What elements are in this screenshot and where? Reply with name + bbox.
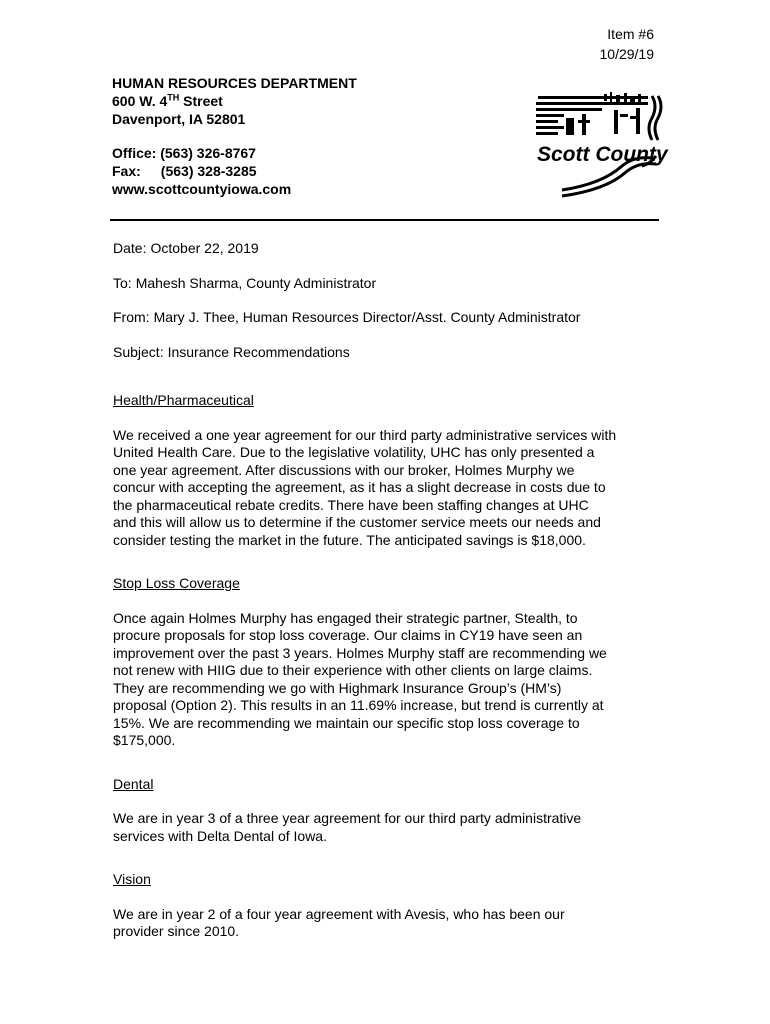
paragraph-line: United Health Care. Due to the legislative volatility, UHC has only presented a xyxy=(113,444,595,460)
header-divider xyxy=(110,219,659,221)
fax-number: (563) 328-3285 xyxy=(160,163,257,179)
memo-subject xyxy=(113,344,663,362)
memo-from xyxy=(113,309,663,327)
paragraph-line: procure proposals for stop loss coverage. Our claims in CY19 have seen an xyxy=(113,627,583,643)
memo-date xyxy=(113,240,663,258)
paragraph-line: one year agreement. After discussions with our broker, Holmes Murphy we xyxy=(113,461,575,478)
subject-value: Insurance Recommendations xyxy=(167,343,350,360)
section-paragraph xyxy=(113,610,663,750)
department-name: HUMAN RESOURCES DEPARTMENT xyxy=(112,75,357,91)
paragraph-line: We are in year 2 of a four year agreement with Avesis, who has been our xyxy=(113,905,565,922)
section-heading: Dental xyxy=(113,775,154,792)
paragraph-line: Once again Holmes Murphy has engaged their strategic partner, Stealth, to xyxy=(113,609,578,626)
paragraph-line: proposal (Option 2). This results in an 11.69% increase, but trend is currently at xyxy=(113,697,604,713)
paragraph-line: They are recommending we go with Highmark Insurance Group’s (HM’s) xyxy=(113,679,562,696)
website: www.scottcountyiowa.com xyxy=(112,181,292,197)
subject-label: Subject: xyxy=(113,343,164,360)
to-value: Mahesh Sharma, County Administrator xyxy=(135,274,377,291)
paragraph-line: concur with accepting the agreement, as it has a slight decrease in costs due to xyxy=(113,479,606,495)
office-phone: Office: (563) 326-8767 xyxy=(112,145,256,161)
section-heading: Health/Pharmaceutical xyxy=(113,392,254,408)
paragraph-line: services with Delta Dental of Iowa. xyxy=(113,827,327,844)
paragraph-line: provider since 2010. xyxy=(113,923,240,939)
paragraph-line: improvement over the past 3 years. Holmes Murphy staff are recommending we xyxy=(113,644,607,661)
section-heading: Vision xyxy=(113,871,151,887)
item-number: Item #6 xyxy=(607,26,654,42)
department-street: 600 W. 4TH Street xyxy=(112,92,223,109)
item-date: 10/29/19 xyxy=(599,46,654,62)
section-paragraph xyxy=(113,906,663,941)
from-value: Mary J. Thee, Human Resources Director/Asst. County Administrator xyxy=(153,309,581,325)
paragraph-line: the pharmaceutical rebate credits. There have been staffing changes at UHC xyxy=(113,496,589,513)
section-heading: Stop Loss Coverage xyxy=(113,575,240,591)
paragraph-line: not renew with HIIG due to their experience with other clients on large claims. xyxy=(113,662,593,678)
scott-county-logo xyxy=(532,90,672,202)
fax-line xyxy=(112,162,357,180)
memo-sections xyxy=(113,392,663,941)
item-reference xyxy=(600,24,655,64)
date-label: Date: xyxy=(113,240,147,256)
logo-text: Scott County xyxy=(537,143,668,166)
section-paragraph xyxy=(113,810,663,845)
memo-to xyxy=(113,275,663,293)
memo-body xyxy=(113,240,663,941)
paragraph-line: We are in year 3 of a three year agreement for our third party administrative xyxy=(113,810,582,826)
department-address-block xyxy=(112,74,357,198)
department-city: Davenport, IA 52801 xyxy=(112,111,246,127)
paragraph-line: We received a one year agreement for our third party administrative services with xyxy=(113,426,617,443)
from-label: From: xyxy=(113,309,150,325)
to-label: To: xyxy=(113,274,132,291)
date-value: October 22, 2019 xyxy=(150,240,259,256)
section-paragraph xyxy=(113,427,663,550)
paragraph-line: and this will allow us to determine if the customer service meets our needs and xyxy=(113,514,601,530)
paragraph-line: consider testing the market in the future. The anticipated savings is $18,000. xyxy=(113,531,586,548)
paragraph-line: $175,000. xyxy=(113,732,176,748)
fax-label: Fax: xyxy=(112,163,141,179)
paragraph-line: 15%. We are recommending we maintain our specific stop loss coverage to xyxy=(113,714,580,731)
